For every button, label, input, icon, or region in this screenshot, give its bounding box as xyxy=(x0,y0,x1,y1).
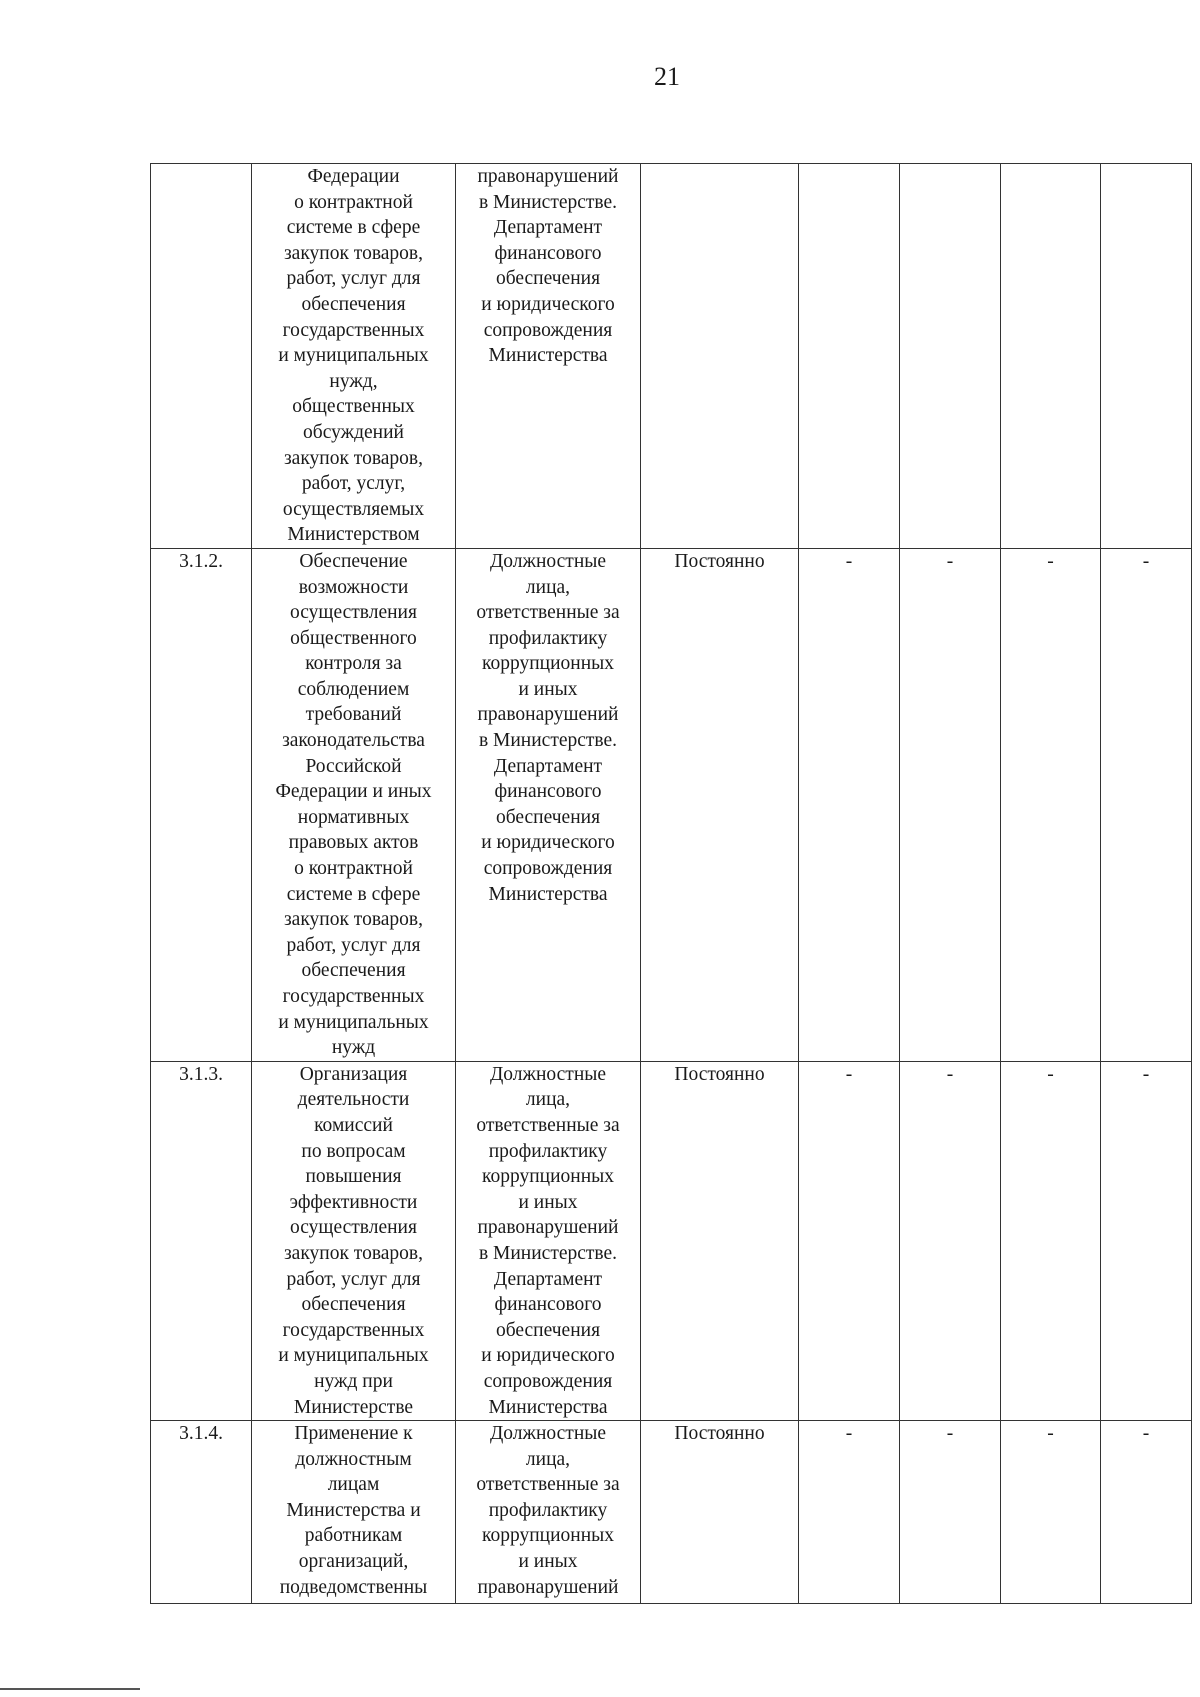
cell-text-line: и юридического xyxy=(481,832,615,854)
indicator-cell: - xyxy=(900,1061,1001,1420)
cell-text-line: работ, услуг для xyxy=(286,1268,421,1290)
row-number xyxy=(151,164,252,549)
cell-text-line: закупок товаров, xyxy=(283,909,424,931)
cell-text-line: сопровождения xyxy=(483,858,613,880)
cell-text-line: лица, xyxy=(525,576,571,598)
cell-text-line: финансового xyxy=(494,781,602,803)
cell-text-line: нужд, xyxy=(329,370,378,392)
indicator-cell: - xyxy=(1001,548,1101,1061)
cell-text-line: в Министерстве. xyxy=(478,1242,618,1264)
cell-text-line: обеспечения xyxy=(301,960,406,982)
cell-text-line: обеспечения xyxy=(495,1319,601,1341)
row-number: 3.1.4. xyxy=(151,1421,252,1604)
row-number: 3.1.3. xyxy=(151,1061,252,1420)
indicator-cell: - xyxy=(900,1421,1001,1604)
cell-text-line: Министерством xyxy=(287,524,420,546)
cell-text-line: закупок товаров, xyxy=(283,447,424,469)
cell-text-line: коррупционных xyxy=(481,1166,614,1188)
cell-text-line: закупок товаров, xyxy=(283,1242,424,1264)
cell-text-line: работ, услуг для xyxy=(286,934,421,956)
cell-text-line: в Министерстве. xyxy=(478,191,618,213)
indicator-cell xyxy=(799,164,900,549)
indicator-cell: - xyxy=(1001,1421,1101,1604)
cell-text-line: должностным xyxy=(295,1448,412,1470)
cell-text-line: возможности xyxy=(298,576,409,598)
event-description xyxy=(252,548,456,1061)
event-description xyxy=(252,1421,456,1604)
cell-text-line: организаций, xyxy=(298,1551,409,1573)
cell-text-line: Министерства xyxy=(488,883,608,905)
cell-text-line: Федерации xyxy=(307,166,400,187)
cell-text-line: Министерства xyxy=(488,345,608,367)
page-edge-rule xyxy=(0,1688,140,1690)
indicator-cell: - xyxy=(1101,548,1192,1061)
cell-text-line: и муниципальных xyxy=(278,1011,429,1033)
table-row xyxy=(151,164,1192,549)
cell-text-line: работ, услуг, xyxy=(301,473,406,495)
cell-text-line: Департамент xyxy=(493,1268,603,1290)
indicator-cell xyxy=(1001,164,1101,549)
responsible-party xyxy=(456,164,641,549)
cell-text-line: системе в сфере xyxy=(286,883,421,905)
cell-text-line: лица, xyxy=(525,1448,571,1470)
indicator-cell: - xyxy=(900,548,1001,1061)
execution-period: Постоянно xyxy=(641,548,799,1061)
cell-text-line: в Министерстве. xyxy=(478,730,618,752)
indicator-cell xyxy=(900,164,1001,549)
cell-text-line: Должностные xyxy=(489,1423,607,1445)
cell-text-line: и иных xyxy=(518,1551,578,1573)
responsible-party xyxy=(456,1061,641,1420)
cell-text-line: общественного xyxy=(290,627,417,649)
cell-text-line: сопровождения xyxy=(483,1370,613,1392)
row-number: 3.1.2. xyxy=(151,548,252,1061)
cell-text-line: лицам xyxy=(327,1474,380,1496)
cell-text-line: ответственные за xyxy=(476,1474,620,1496)
cell-text-line: работникам xyxy=(304,1525,403,1547)
cell-text-line: соблюдением xyxy=(297,678,410,700)
cell-text-line: по вопросам xyxy=(301,1140,406,1162)
cell-text-line: финансового xyxy=(494,1294,602,1316)
cell-text-line: обсуждений xyxy=(303,421,404,443)
cell-text-line: обеспечения xyxy=(301,1294,406,1316)
cell-text-line: нормативных xyxy=(297,806,410,828)
table-row xyxy=(151,548,1192,1061)
cell-text-line: и иных xyxy=(518,678,578,700)
cell-text-line: Министерства xyxy=(488,1396,608,1418)
cell-text-line: финансового xyxy=(494,242,602,264)
cell-text-line: контроля за xyxy=(305,653,402,675)
page-number: 21 xyxy=(654,62,680,91)
execution-period xyxy=(641,164,799,549)
cell-text-line: общественных xyxy=(292,396,415,418)
cell-text-line: профилактику xyxy=(488,1140,608,1162)
cell-text-line: подведомственны xyxy=(279,1576,428,1598)
cell-text-line: государственных xyxy=(282,319,425,341)
cell-text-line: обеспечения xyxy=(495,268,601,290)
cell-text-line: и муниципальных xyxy=(278,345,429,367)
cell-text-line: о контрактной xyxy=(294,191,413,213)
table-row xyxy=(151,1421,1192,1604)
cell-text-line: о контрактной xyxy=(294,858,413,880)
cell-text-line: осуществления xyxy=(290,602,417,624)
cell-text-line: Департамент xyxy=(493,217,603,239)
indicator-cell: - xyxy=(799,1061,900,1420)
cell-text-line: Министерства и xyxy=(286,1499,421,1521)
cell-text-line: ответственные за xyxy=(476,1114,620,1136)
event-description xyxy=(252,1061,456,1420)
table-row xyxy=(151,1061,1192,1420)
cell-text-line: эффективности xyxy=(289,1191,418,1213)
table-body xyxy=(151,164,1192,1604)
cell-text-line: Российской xyxy=(305,755,402,777)
cell-text-line: Применение к xyxy=(294,1423,413,1445)
indicator-cell: - xyxy=(799,548,900,1061)
indicator-cell: - xyxy=(1101,1421,1192,1604)
cell-text-line: Департамент xyxy=(493,755,603,777)
cell-text-line: требований xyxy=(305,704,402,726)
cell-text-line: правонарушений xyxy=(477,1576,619,1598)
cell-text-line: комиссий xyxy=(314,1114,393,1136)
execution-period: Постоянно xyxy=(641,1061,799,1420)
cell-text-line: Обеспечение xyxy=(299,550,408,572)
responsible-party xyxy=(456,1421,641,1604)
indicator-cell: - xyxy=(799,1421,900,1604)
indicator-cell: - xyxy=(1001,1061,1101,1420)
cell-text-line: ответственные за xyxy=(476,602,620,624)
cell-text-line: правонарушений xyxy=(477,704,619,726)
responsible-party xyxy=(456,548,641,1061)
cell-text-line: и юридического xyxy=(481,1345,615,1367)
indicator-cell xyxy=(1101,164,1192,549)
cell-text-line: и юридического xyxy=(481,293,615,315)
cell-text-line: Федерации и иных xyxy=(275,781,432,803)
cell-text-line: законодательства xyxy=(282,730,425,752)
cell-text-line: осуществляемых xyxy=(282,498,425,520)
cell-text-line: правонарушений xyxy=(477,1217,619,1239)
cell-text-line: коррупционных xyxy=(481,1525,614,1547)
cell-text-line: Должностные xyxy=(489,550,607,572)
cell-text-line: обеспечения xyxy=(495,806,601,828)
cell-text-line: Должностные xyxy=(489,1063,607,1085)
cell-text-line: государственных xyxy=(282,986,425,1007)
cell-text-line: повышения xyxy=(305,1166,402,1188)
cell-text-line: профилактику xyxy=(488,1499,608,1521)
cell-text-line: Организация xyxy=(299,1063,408,1085)
cell-text-line: нужд xyxy=(331,1037,376,1059)
cell-text-line: обеспечения xyxy=(301,293,406,315)
cell-text-line: государственных xyxy=(282,1319,425,1341)
cell-text-line: деятельности xyxy=(297,1089,410,1111)
cell-text-line: коррупционных xyxy=(481,653,614,675)
cell-text-line: осуществления xyxy=(290,1217,417,1239)
cell-text-line: работ, услуг для xyxy=(286,268,421,290)
cell-text-line: и муниципальных xyxy=(278,1345,429,1367)
cell-text-line: правовых актов xyxy=(288,832,419,854)
indicator-cell: - xyxy=(1101,1061,1192,1420)
cell-text-line: системе в сфере xyxy=(286,217,421,239)
cell-text-line: Министерстве xyxy=(293,1396,414,1418)
cell-text-line: закупок товаров, xyxy=(283,242,424,264)
cell-text-line: сопровождения xyxy=(483,319,613,341)
event-description xyxy=(252,164,456,549)
cell-text-line: и иных xyxy=(518,1191,578,1213)
cell-text-line: лица, xyxy=(525,1089,571,1111)
cell-text-line: профилактику xyxy=(488,627,608,649)
cell-text-line: нужд при xyxy=(314,1370,393,1392)
cell-text-line: правонарушений xyxy=(477,166,619,187)
execution-period: Постоянно xyxy=(641,1421,799,1604)
measures-table xyxy=(150,163,1192,1604)
